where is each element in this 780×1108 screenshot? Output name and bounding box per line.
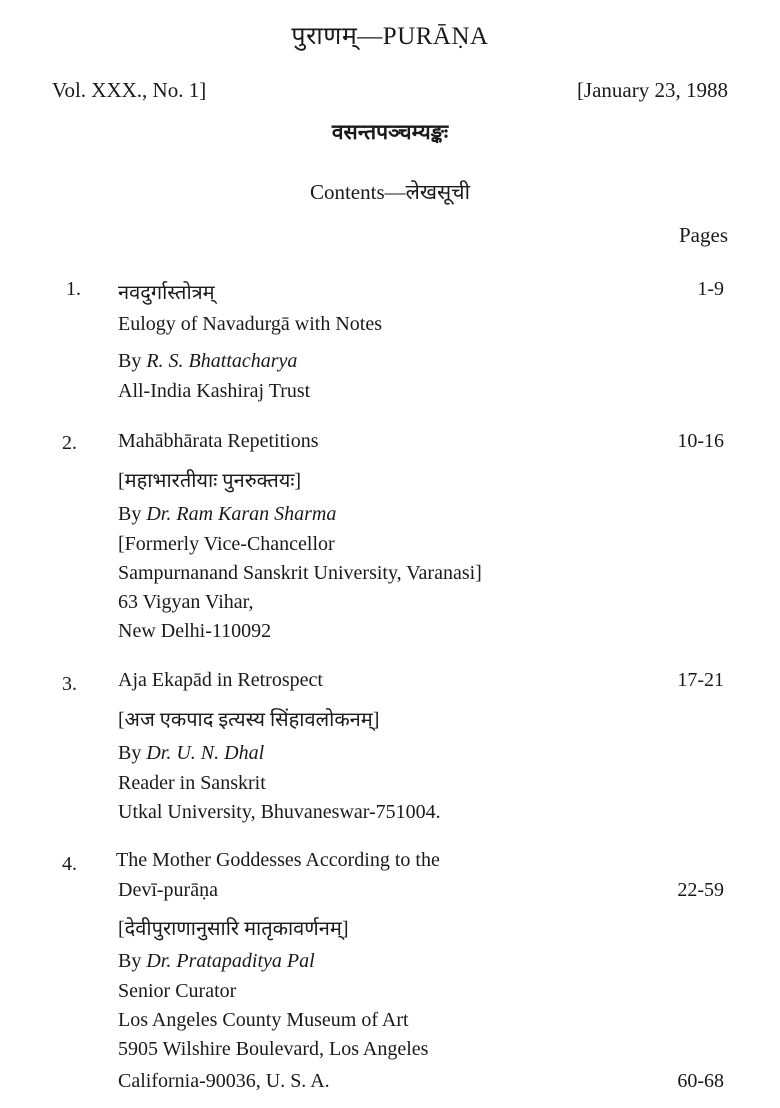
entry-pages: 17-21 bbox=[677, 669, 724, 691]
entry-title: नवदुर्गास्तोत्रम् bbox=[118, 282, 215, 304]
entry-subtitle: [अज एकपाद इत्यस्य सिंहावलोकनम्] bbox=[118, 709, 380, 731]
entry-affiliation: [Formerly Vice-Chancellor bbox=[118, 533, 335, 555]
entry-number: 3. bbox=[62, 673, 77, 695]
entry-affiliation: New Delhi-110092 bbox=[118, 620, 272, 642]
entry-affiliation: All-India Kashiraj Trust bbox=[118, 380, 311, 402]
pages-column-header: Pages bbox=[679, 223, 728, 247]
entry-title: The Mother Goddesses According to the bbox=[116, 849, 440, 871]
entry-subtitle: Eulogy of Navadurgā with Notes bbox=[118, 313, 383, 335]
entry-pages: 22-59 bbox=[677, 879, 724, 901]
entry-affiliation: Reader in Sanskrit bbox=[118, 772, 266, 794]
entry-author: Dr. Pratapaditya Pal bbox=[146, 950, 315, 972]
entry-author-line: By Dr. Ram Karan Sharma bbox=[118, 503, 337, 525]
issue-date: [January 23, 1988 bbox=[576, 78, 728, 102]
volume-number: Vol. XXX., No. 1] bbox=[52, 78, 207, 102]
journal-title: पुराणम्—PURĀṆA bbox=[291, 23, 489, 50]
entry-subtitle: [देवीपुराणानुसारि मातृकावर्णनम्] bbox=[118, 918, 349, 940]
entry-pages: 1-9 bbox=[697, 278, 724, 300]
entry-number: 4. bbox=[62, 853, 77, 875]
contents-heading: Contents—लेखसूची bbox=[309, 180, 471, 204]
entry-author-line: By R. S. Bhattacharya bbox=[118, 350, 298, 372]
entry-number: 2. bbox=[62, 432, 77, 454]
entry-author-line: By Dr. Pratapaditya Pal bbox=[118, 950, 315, 972]
entry-affiliation: California-90036, U. S. A. bbox=[118, 1070, 330, 1092]
entry-affiliation: 5905 Wilshire Boulevard, Los Angeles bbox=[118, 1038, 429, 1060]
entry-subtitle: [महाभारतीयाः पुनरुक्तयः] bbox=[118, 470, 302, 492]
entry-affiliation: Utkal University, Bhuvaneswar-751004. bbox=[118, 801, 441, 823]
entry-affiliation: Los Angeles County Museum of Art bbox=[118, 1009, 409, 1031]
entry-title: Mahābhārata Repetitions bbox=[118, 430, 319, 452]
entry-author: R. S. Bhattacharya bbox=[146, 350, 298, 372]
entry-affiliation: Senior Curator bbox=[118, 980, 237, 1002]
entry-title-continued: Devī-purāṇa bbox=[118, 879, 218, 901]
special-issue-title: वसन्तपञ्चम्यङ्कः bbox=[331, 120, 449, 144]
entry-author: Dr. Ram Karan Sharma bbox=[146, 503, 337, 525]
entry-number: 1. bbox=[66, 278, 81, 300]
entry-author: Dr. U. N. Dhal bbox=[146, 742, 265, 764]
entry-affiliation: Sampurnanand Sanskrit University, Varanasi] bbox=[118, 562, 482, 584]
entry-title: Aja Ekapād in Retrospect bbox=[118, 669, 323, 691]
entry-affiliation: 63 Vigyan Vihar, bbox=[118, 591, 254, 613]
entry-author-line: By Dr. U. N. Dhal bbox=[118, 742, 265, 764]
next-entry-pages: 60-68 bbox=[677, 1070, 724, 1092]
entry-pages: 10-16 bbox=[677, 430, 724, 452]
